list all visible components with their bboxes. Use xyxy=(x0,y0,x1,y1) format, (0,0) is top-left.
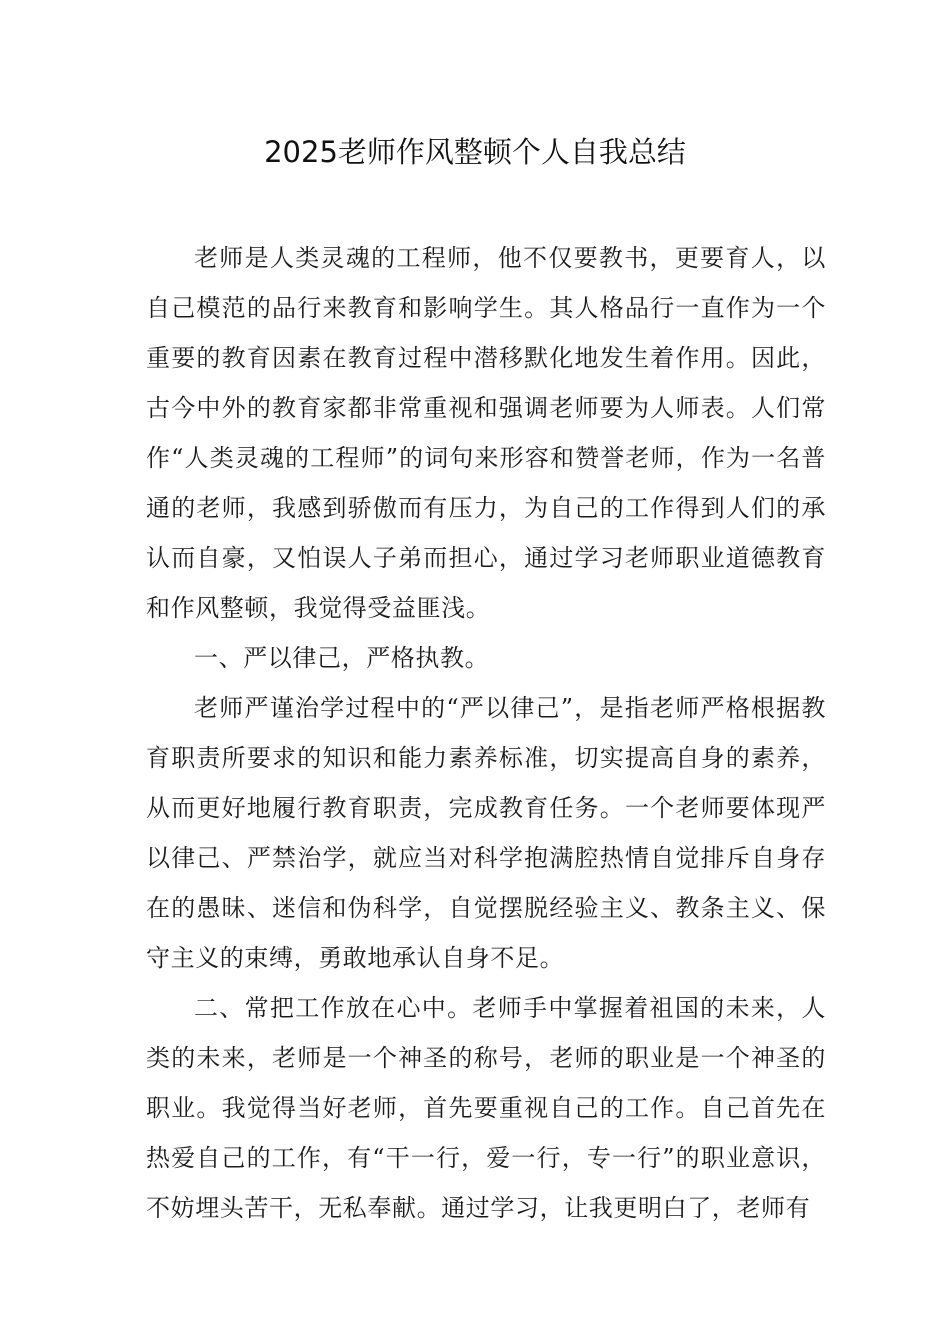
paragraph-section-1: 老师严谨治学过程中的“严以律己”，是指老师严格根据教育职责所要求的知识和能力素养标准，切实提高自身的素养，从而更好地履行教育职责，完成教育任务。一个老师要体现严以律己、严禁治学，就应当对科学抱满腔热情自觉排斥自身存在的愚昧、迷信和伪科学，自觉摆脱经验主义、教条主义、保守主义的束缚，勇敢地承认自身不足。 xyxy=(146,694,826,972)
section-heading-1: 一、严以律己，严格执教。 xyxy=(194,644,490,672)
document-body xyxy=(146,233,826,1233)
paragraph-intro: 老师是人类灵魂的工程师，他不仅要教书，更要育人，以自己模范的品行来教育和影响学生。其人格品行一直作为一个重要的教育因素在教育过程中潜移默化地发生着作用。因此，古今中外的教育家都非常重视和强调老师要为人师表。人们常作“人类灵魂的工程师”的词句来形容和赞誉老师，作为一名普通的老师，我感到骄傲而有压力，为自己的工作得到人们的承认而自豪，又怕误人子弟而担心，通过学习老师职业道德教育和作风整顿，我觉得受益匪浅。 xyxy=(146,244,826,622)
document-title: 2025老师作风整顿个人自我总结 xyxy=(264,135,686,169)
paragraph-section-2: 二、常把工作放在心中。老师手中掌握着祖国的未来，人类的未来，老师是一个神圣的称号，老师的职业是一个神圣的职业。我觉得当好老师，首先要重视自己的工作。自己首先在热爱自己的工作，有“干一行，爱一行，专一行”的职业意识，不妨埋头苦干，无私奉献。通过学习，让我更明白了，老师有 xyxy=(146,994,826,1222)
